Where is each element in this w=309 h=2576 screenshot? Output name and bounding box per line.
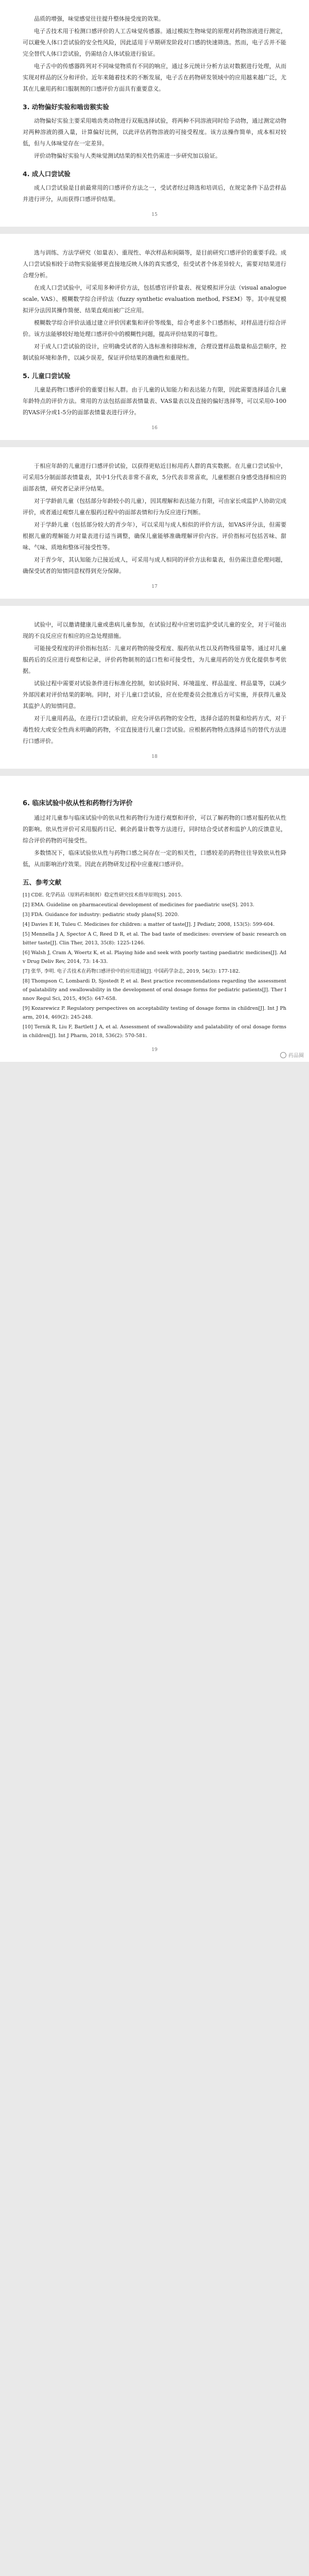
page-number: 18 xyxy=(151,754,158,759)
watermark xyxy=(280,1051,304,1059)
paragraph: 对于青少年，其认知能力已接近成人，可采用与成人相同的评价方法和量表，但仍需注意伦理问题，确保受试者的知情同意权得到充分保障。 xyxy=(23,556,286,574)
page-number: 17 xyxy=(151,584,158,589)
reference-item: [2] EMA. Guideline on pharmaceutical development of medicines for paediatric use[S]. 2013. xyxy=(23,902,254,908)
paragraph: 可能接受程度的评价指标包括：儿童对药物的接受程度、服药依从性以及药物残留量等。通过对儿童服药后的反应进行观察和记录，评价药物制剂的适口性和可接受性，为儿童用药的处方优化提供参考依据。 xyxy=(23,645,286,674)
watermark-text: 药品圈 xyxy=(288,1053,304,1059)
section-heading: 4. 成人口尝试验 xyxy=(23,170,71,178)
section-heading: 6. 临床试验中依从性和药物行为评价 xyxy=(23,800,133,807)
paragraph: 多数情况下，临床试验依从性与药物口感之间存在一定的相关性，口感较差的药物往往导致依从性降低，从而影响治疗效果。因此在药物研发过程中应重视口感评价。 xyxy=(23,850,286,868)
watermark-icon xyxy=(280,1052,286,1058)
paragraph: 品质的增强，味觉感觉往往提升整体接受度的效果。 xyxy=(34,15,164,22)
paragraph: 电子舌中的传感器阵列对不同味觉物质有不同的响应，通过多元统计分析方法对数据进行处理，从而实现对样品的区分和评价。近年来随着技术的不断发展，电子舌在药物研发领域中的应用越来越广泛，尤其在儿童用药和口服制剂的口感评价方面具有重要意义。 xyxy=(23,63,286,92)
page-number: 19 xyxy=(151,1047,158,1053)
paragraph: 动物偏好实验主要采用啮齿类动物进行双瓶选择试验，将两种不同溶液同时给予动物，通过测定动物对两种溶液的摄入量，计算偏好比例，以此评估药物溶液的可接受程度。该方法操作简单，成本相对较低，但与人体味觉存在一定差异。 xyxy=(23,117,286,147)
paragraph: 儿童是药物口感评价的重要目标人群。由于儿童的认知能力和表达能力有限，因此需要选择适合儿童年龄特点的评价方法。常用的方法包括面部表情量表、VAS量表以及直接的偏好选择等，可以采用0-100的VAS评分或1-5分的面部表情量表进行评分。 xyxy=(23,386,286,416)
page-17 xyxy=(0,447,309,606)
page-19 xyxy=(0,776,309,1069)
paragraph: 对于学龄前儿童（包括部分年龄较小的儿童），因其理解和表达能力有限，可由家长或监护人协助完成评价，或者通过观察儿童在服药过程中的面部表情和行为反应进行判断。 xyxy=(23,498,286,516)
paragraph: 对于学龄儿童（包括部分较大的青少年），可以采用与成人相似的评价方法，如VAS评分法，但需要根据儿童的理解能力对量表进行适当调整，确保儿童能够准确理解评价内容。评价指标可包括苦味、甜味、气味、质地和整体可接受性等。 xyxy=(23,521,286,551)
reference-item: [6] Walsh J, Cram A, Woertz K, et al. Playing hide and seek with poorly tasting paediatric medicines[J]. Adv Drug Deliv Rev, 2014, 73: 14-33. xyxy=(23,950,286,964)
paragraph: 通过对儿童参与临床试验中的依从性和药物行为进行观察和评价，可以了解药物的口感对服药依从性的影响。依从性评价可采用服药日记、剩余药量计数等方法进行，同时结合受试者和监护人的反馈意见，综合评价药物的可接受性。 xyxy=(23,815,286,844)
reference-item: [4] Davies E H, Tuleu C. Medicines for children: a matter of taste[J]. J Pediatr, 2008, 153(5): 599-604. xyxy=(23,922,275,927)
page-number: 16 xyxy=(151,426,158,431)
paragraph: 对于成人口尝试验的设计，应明确受试者的入选标准和排除标准，合理设置样品数量和品尝顺序，控制试验环境和条件，以减少误差，保证评价结果的准确性和重现性。 xyxy=(23,343,286,361)
reference-item: [7] 张华, 李明. 电子舌技术在药物口感评价中的应用进展[J]. 中国药学杂志, 2019, 54(3): 177-182. xyxy=(23,969,241,974)
page-16 xyxy=(0,234,309,447)
reference-item: [5] Mennella J A, Spector A C, Reed D R, et al. The bad taste of medicines: overview of basic research on bitter taste[J]. Clin Ther, 2013, 35(8): 1225-1246. xyxy=(23,931,286,946)
reference-item: [9] Kozarewicz P. Regulatory perspectives on acceptability testing of dosage forms in children[J]. Int J Pharm, 2014, 469(2): 245-248. xyxy=(23,1006,286,1020)
reference-item: [3] FDA. Guidance for industry: pediatric study plans[S]. 2020. xyxy=(23,912,179,918)
paragraph: 模糊数学综合评价法通过建立评价因素集和评价等级集，综合考虑多个口感指标，对样品进行综合评价。该方法能够较好地处理口感评价中的模糊性问题，提高评价结果的可靠性。 xyxy=(23,319,286,337)
paragraph: 成人口尝试验是目前最常用的口感评价方法之一，受试者经过筛选和培训后，在规定条件下品尝样品并进行评分，从而获得口感评价结果。 xyxy=(23,184,286,202)
paragraph: 于相应年龄的儿童进行口感评价试验，以获得更贴近目标用药人群的真实数据。在儿童口尝试验中，可采用5分制面部表情量表，其中1分代表非常不喜欢，5分代表非常喜欢，儿童根据自身感受选择相应的面部表情，研究者记录评分结果。 xyxy=(23,463,286,492)
paragraph: 对于儿童用药品，在进行口尝试验前，应充分评估药物的安全性，选择合适的剂量和给药方式，对于毒性较大或安全性尚未明确的药物，不宜直接进行儿童口尝试验。应根据药物特点选择适当的替代方法进行口感评价。 xyxy=(23,715,286,744)
paragraph: 试验过程中需要对试验条件进行标准化控制，如试验时间、环境温度、样品温度、样品量等，以减少外部因素对评价结果的影响。同时，对于儿童口尝试验，应在伦理委员会批准后方可实施，并获得儿童及其监护人的知情同意。 xyxy=(23,680,286,709)
paragraph: 电子舌技术用于检测口感评价的人工舌味觉传感器。通过模拟生物味觉的原理对药物溶液进行测定，可以避免人体口尝试验的安全性风险，因此适用于早期研发阶段对口感的快速筛选。然而，电子舌并不能完全替代人体口尝试验，仍需结合人体试验进行验证。 xyxy=(23,28,286,57)
paragraph: 在成人口尝试验中，可采用多种评价方法，包括感官评价量表、视觉模拟评分法（visual analogue scale, VAS）、模糊数学综合评价法（fuzzy synthetic evaluation method, FSEM）等。其中视觉模拟评分法因其操作简便、结果直观而被广泛应用。 xyxy=(23,284,286,314)
reference-item: [10] Ternik R, Liu F, Bartlett J A, et al. Assessment of swallowability and palatability of oral dosage forms in children[J]. Int J Pharm, 2018, 536(2): 570-581. xyxy=(23,1024,286,1039)
reference-item: [1] CDE. 化学药品（原料药和制剂）稳定性研究技术指导原则[S]. 2015. xyxy=(23,892,182,898)
page-15 xyxy=(0,0,309,234)
document xyxy=(0,0,309,1069)
paragraph: 评价动物偏好实验与人类味觉测试结果的相关性仍需进一步研究加以验证。 xyxy=(34,152,221,159)
page-18 xyxy=(0,606,309,776)
paragraph: 试验中，可以邀请健康儿童或患病儿童参加，在试验过程中应密切监护受试儿童的安全，对于可能出现的不良反应应有相应的应急处理措施。 xyxy=(23,621,286,639)
section-heading: 3. 动物偏好实验和啮齿猴实验 xyxy=(23,103,109,111)
page-number: 15 xyxy=(151,212,158,217)
references-heading: 五、参考文献 xyxy=(23,878,62,886)
paragraph: 选与训练、方法学研究（如量表）、重现性、单次样品和间隔等，是目前研究口感评价的重要手段。成人口尝试验相较于动物实验能够更直接地反映人体的真实感受，但受试者个体差异较大，需要对结果进行合理分析。 xyxy=(23,249,286,279)
section-heading: 5. 儿童口尝试验 xyxy=(23,372,71,380)
reference-list xyxy=(23,891,286,1040)
reference-item: [8] Thompson C, Lombardi D, Sjostedt P, et al. Best practice recommendations regarding the assessment of palatability and swallowability in the development of oral dosage forms for pediatric patients[J]. Ther Innov Regul Sci, 2015, 49(5): 647-658. xyxy=(23,978,286,1002)
